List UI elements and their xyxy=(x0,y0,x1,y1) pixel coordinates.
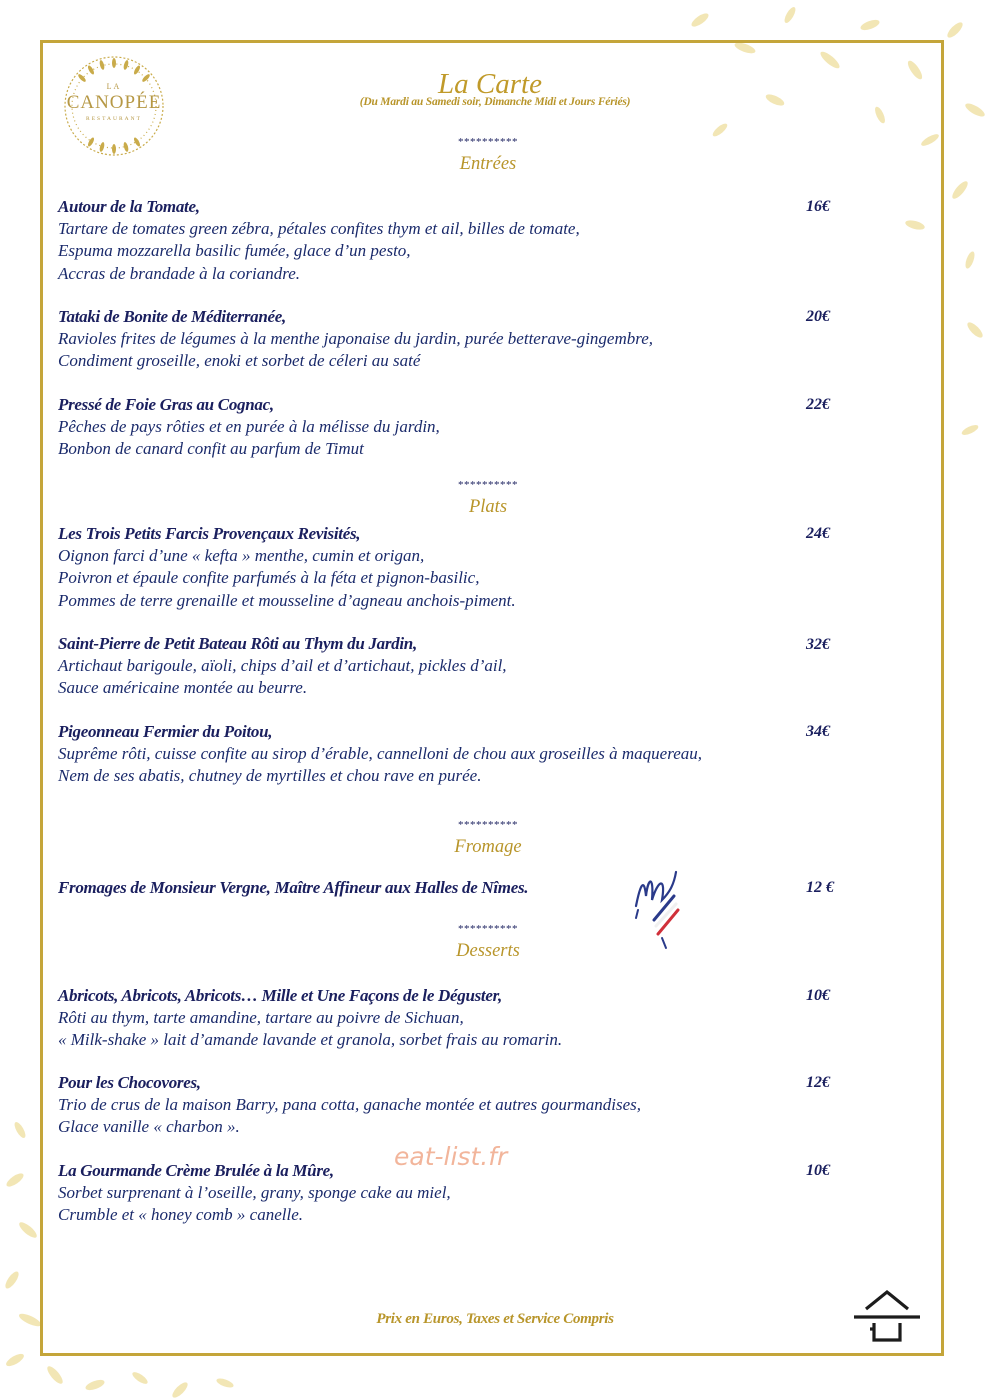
menu-item xyxy=(58,985,848,1052)
menu-item xyxy=(58,1072,848,1139)
item-name: Les Trois Petits Farcis Provençaux Revisités, xyxy=(58,524,361,543)
page-subtitle: (Du Mardi au Samedi soir, Dimanche Midi et Jours Fériés) xyxy=(359,96,631,108)
item-desc: Nem de ses abatis, chutney de myrtilles et chou rave en purée. xyxy=(58,766,482,786)
item-price: 34€ xyxy=(806,723,830,740)
menu-item xyxy=(58,523,848,612)
item-desc: Pommes de terre grenaille et mousseline d’agneau anchois-piment. xyxy=(58,590,516,610)
menu-item xyxy=(58,633,848,700)
section-title-plats: Plats xyxy=(468,497,508,517)
item-price: 12€ xyxy=(806,1074,830,1091)
item-name: Abricots, Abricots, Abricots… Mille et Une Façons de le Déguster, xyxy=(58,986,502,1005)
watermark: eat-list.fr xyxy=(394,1142,508,1171)
item-price: 10€ xyxy=(806,987,830,1004)
item-price: 10€ xyxy=(806,1162,830,1179)
item-price: 22€ xyxy=(806,396,830,413)
item-desc: Accras de brandade à la coriandre. xyxy=(58,263,301,283)
item-desc: Espuma mozzarella basilic fumée, glace d’un pesto, xyxy=(58,241,411,261)
menu-item xyxy=(58,721,848,788)
logo-text-top: LA xyxy=(106,82,122,91)
menu-item xyxy=(58,877,848,899)
menu-item xyxy=(58,306,848,373)
item-name: Fromages de Monsieur Vergne, Maître Affineur aux Halles de Nîmes. xyxy=(58,878,529,897)
menu-item xyxy=(58,394,848,461)
item-name: Pressé de Foie Gras au Cognac, xyxy=(58,395,274,414)
item-price: 12 € xyxy=(806,879,834,896)
item-price: 20€ xyxy=(806,308,830,325)
item-desc: Glace vanille « charbon ». xyxy=(58,1117,240,1137)
logo-subtitle: RESTAURANT xyxy=(86,116,142,122)
item-desc: Ravioles frites de légumes à la menthe japonaise du jardin, purée betterave-gingembre, xyxy=(58,329,654,348)
item-name: La Gourmande Crème Brulée à la Mûre, xyxy=(58,1161,334,1180)
item-price: 32€ xyxy=(806,636,830,653)
footer-note: Prix en Euros, Taxes et Service Compris xyxy=(376,1311,614,1327)
item-desc: Condiment groseille, enoki et sorbet de céleri au saté xyxy=(58,351,421,371)
item-desc: Sorbet surprenant à l’oseille, grany, sponge cake au miel, xyxy=(58,1183,451,1202)
item-desc: Rôti au thym, tarte amandine, tartare au poivre de Sichuan, xyxy=(58,1008,464,1027)
separator: ********** xyxy=(458,479,518,491)
mof-signature-icon xyxy=(630,866,690,950)
item-desc: Bonbon de canard confit au parfum de Timut xyxy=(58,439,364,459)
item-desc: Tartare de tomates green zébra, pétales confites thym et ail, billes de tomate, xyxy=(58,219,580,238)
item-desc: Oignon farci d’une « kefta » menthe, cumin et origan, xyxy=(58,546,425,565)
separator: ********** xyxy=(458,819,518,831)
section-title-desserts: Desserts xyxy=(456,941,520,961)
item-name: Autour de la Tomate, xyxy=(58,197,200,216)
page-title: La Carte xyxy=(438,68,542,100)
separator: ********** xyxy=(458,136,518,148)
item-name: Saint-Pierre de Petit Bateau Rôti au Thym du Jardin, xyxy=(58,634,417,653)
home-icon xyxy=(850,1287,924,1345)
item-desc: Poivron et épaule confite parfumés à la féta et pignon-basilic, xyxy=(58,568,480,588)
logo-name: CANOPÉE xyxy=(66,92,162,113)
menu-item xyxy=(58,196,848,285)
item-name: Tataki de Bonite de Méditerranée, xyxy=(58,307,286,326)
separator: ********** xyxy=(458,923,518,935)
section-title-fromage: Fromage xyxy=(454,837,522,857)
section-title-entrees: Entrées xyxy=(459,154,517,174)
item-desc: Trio de crus de la maison Barry, pana cotta, ganache montée et autres gourmandises, xyxy=(58,1095,641,1114)
item-desc: Crumble et « honey comb » canelle. xyxy=(58,1205,304,1225)
item-desc: Pêches de pays rôties et en purée à la mélisse du jardin, xyxy=(58,417,440,436)
item-desc: Suprême rôti, cuisse confite au sirop d’érable, cannelloni de chou aux groseilles à maquereau, xyxy=(58,744,702,763)
item-desc: « Milk-shake » lait d’amande lavande et granola, sorbet frais au romarin. xyxy=(58,1030,563,1050)
item-desc: Sauce américaine montée au beurre. xyxy=(58,678,308,698)
item-price: 16€ xyxy=(806,198,830,215)
item-desc: Artichaut barigoule, aïoli, chips d’ail et d’artichaut, pickles d’ail, xyxy=(58,656,507,675)
item-name: Pour les Chocovores, xyxy=(58,1073,201,1092)
item-name: Pigeonneau Fermier du Poitou, xyxy=(58,722,273,741)
item-price: 24€ xyxy=(806,525,830,542)
